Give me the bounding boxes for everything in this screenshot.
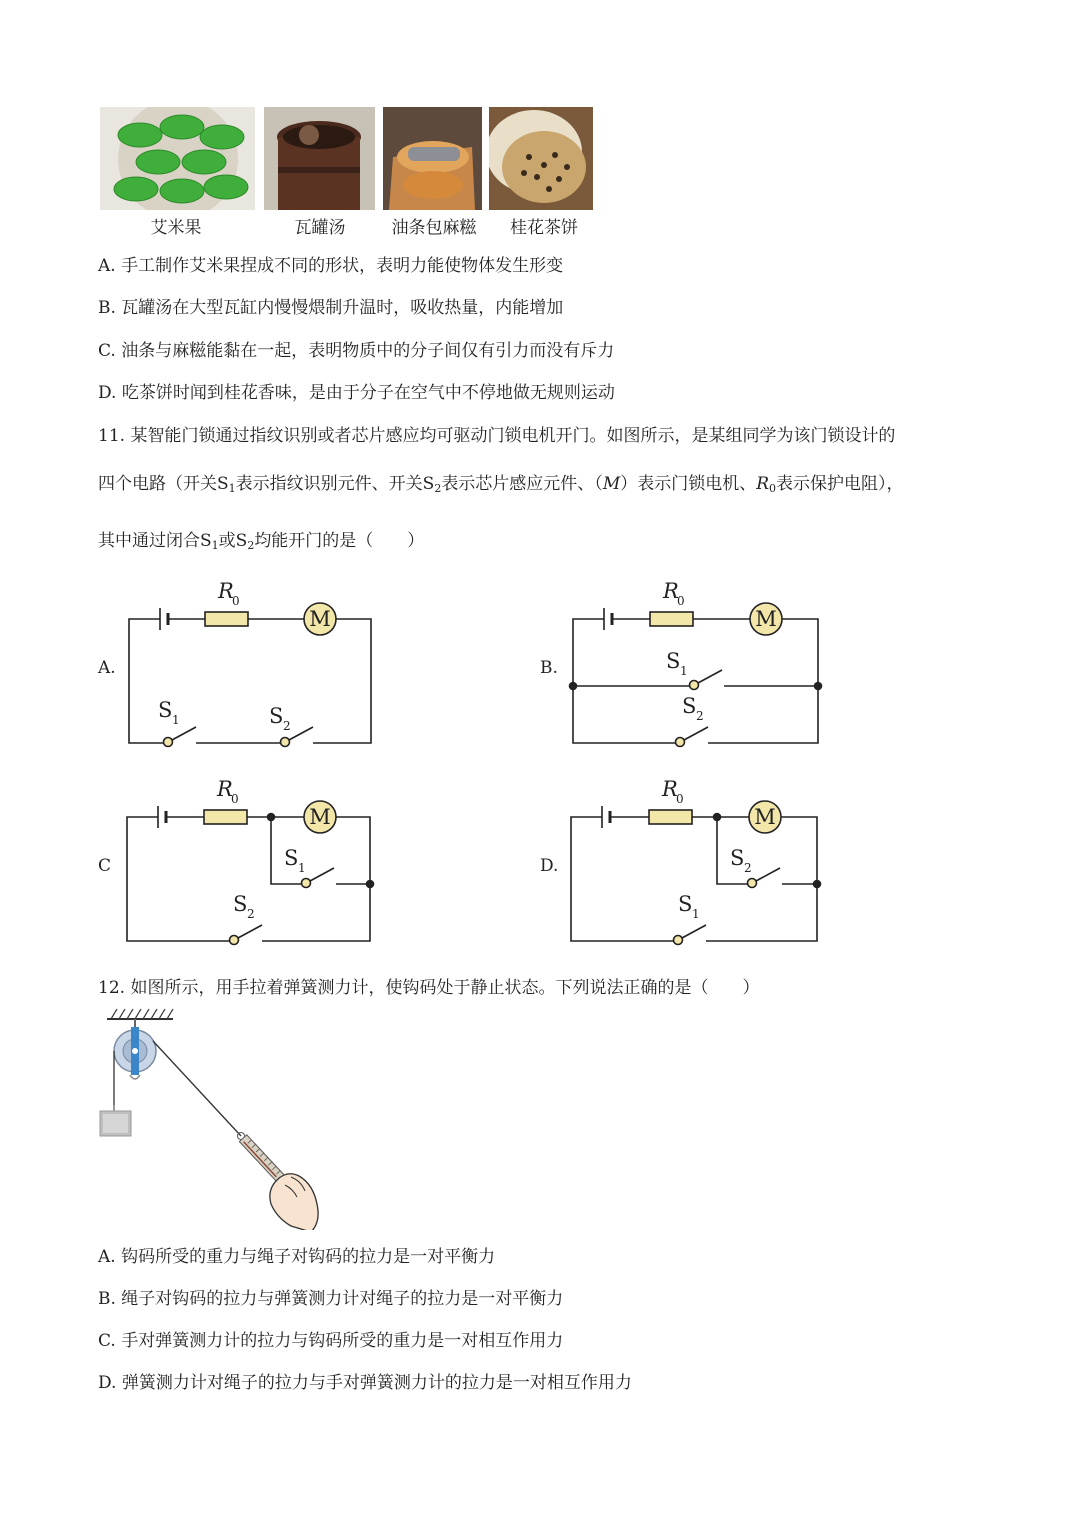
hand-icon — [270, 1174, 318, 1230]
svg-text:1: 1 — [680, 664, 688, 678]
q10-option-d: D. 吃茶饼时闻到桂花香味，是由于分子在空气中不停地做无规则运动 — [98, 383, 615, 403]
resistor-sub: 0 — [677, 594, 685, 608]
spring-scale-icon — [235, 1130, 285, 1183]
caption-guihua-chabing: 桂花茶饼 — [510, 218, 578, 238]
resistor-sub: 0 — [676, 792, 684, 806]
circuit-diagrams — [0, 570, 1080, 960]
circuit-d — [571, 801, 821, 945]
resistor-label: R — [218, 579, 234, 603]
q10-option-a: A. 手工制作艾米果捏成不同的形状，表明力能使物体发生形变 — [98, 256, 564, 276]
motor-label: M — [755, 607, 777, 631]
circuit-d-label: D. — [540, 856, 559, 876]
svg-text:2: 2 — [247, 907, 255, 921]
caption-youtiao-maci: 油条包麻糍 — [391, 218, 477, 238]
q12-option-a: A. 钩码所受的重力与绳子对钩码的拉力是一对平衡力 — [98, 1247, 496, 1267]
caption-aimiguo: 艾米果 — [150, 218, 202, 238]
q11-stem-line2: 四个电路（开关$S_1$表示指纹识别元件、开关$S_2$表示芯片感应元件、（M）表示门锁电机、$R_0$表示保护电阻）， — [98, 474, 904, 495]
resistor-sub: 0 — [231, 792, 239, 806]
pulley-spring-scale-figure — [95, 1005, 330, 1230]
switch-label: S — [158, 698, 173, 722]
svg-text:1: 1 — [692, 907, 700, 921]
photo-guihua-chabing — [489, 107, 593, 210]
q12-option-c: C. 手对弹簧测力计的拉力与钩码所受的重力是一对相互作用力 — [98, 1331, 564, 1351]
motor-label: M — [309, 805, 331, 829]
motor-label: M — [309, 607, 331, 631]
svg-text:2: 2 — [283, 719, 291, 733]
switch-label: S — [678, 892, 693, 916]
svg-text:1: 1 — [172, 713, 180, 727]
switch-label: S — [666, 649, 681, 673]
photo-aimiguo — [100, 107, 255, 210]
svg-text:1: 1 — [298, 861, 306, 875]
resistor-label: R — [662, 777, 678, 801]
svg-text:2: 2 — [696, 709, 704, 723]
q10-option-c: C. 油条与麻糍能黏在一起，表明物质中的分子间仅有引力而没有斥力 — [98, 341, 615, 361]
q12-stem: 12. 如图所示，用手拉着弹簧测力计，使钩码处于静止状态。下列说法正确的是（ ） — [98, 978, 760, 998]
circuit-a — [129, 603, 371, 747]
circuit-c — [127, 801, 374, 945]
switch-label: S — [233, 892, 248, 916]
resistor-sub: 0 — [232, 594, 240, 608]
q11-stem-line3: 其中通过闭合$S_1$或$S_2$均能开门的是（ ） — [98, 531, 425, 552]
svg-text:2: 2 — [744, 861, 752, 875]
resistor-label: R — [217, 777, 233, 801]
caption-waguantang: 瓦罐汤 — [294, 218, 346, 238]
photo-waguantang — [264, 107, 375, 210]
q11-stem-line1: 11. 某智能门锁通过指纹识别或者芯片感应均可驱动门锁电机开门。如图所示，是某组同学为该门锁设计的 — [98, 426, 896, 446]
motor-label: M — [754, 805, 776, 829]
photo-youtiao-maci — [383, 107, 482, 210]
circuit-c-label: C — [98, 856, 112, 876]
q10-option-b: B. 瓦罐汤在大型瓦缸内慢慢煨制升温时，吸收热量，内能增加 — [98, 298, 564, 318]
circuit-b-label: B. — [540, 658, 558, 678]
switch-label: S — [284, 846, 299, 870]
switch-label: S — [269, 704, 284, 728]
q12-option-b: B. 绳子对钩码的拉力与弹簧测力计对绳子的拉力是一对平衡力 — [98, 1289, 564, 1309]
switch-label: S — [682, 694, 697, 718]
circuit-a-label: A. — [98, 658, 116, 678]
q12-option-d: D. 弹簧测力计对绳子的拉力与手对弹簧测力计的拉力是一对相互作用力 — [98, 1373, 632, 1393]
circuit-b — [570, 603, 822, 747]
resistor-label: R — [663, 579, 679, 603]
switch-label: S — [730, 846, 745, 870]
